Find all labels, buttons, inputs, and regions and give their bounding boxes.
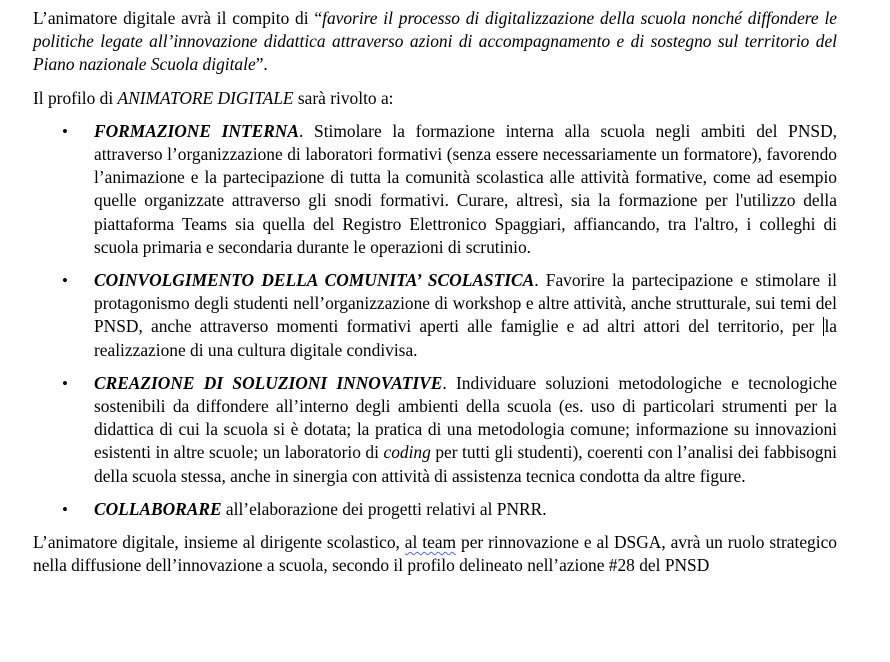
profile-role: ANIMATORE DIGITALE bbox=[117, 87, 294, 108]
list-item-text-continued: la realizzazione di una cultura digitale condivisa. bbox=[94, 316, 837, 360]
list-item-text: all’elaborazione dei progetti relativi al PNRR. bbox=[221, 498, 547, 519]
list-item-text: . Favorire la partecipazione e stimolare il protagonismo degli studenti nell’organizzazione di workshop e altre attività, anche strutturale, sui temi del PNSD, anche attraverso momenti formativi aperti alle famiglie e ad altri attori del territorio, per bbox=[94, 270, 837, 337]
list-item-text: . Individuare soluzioni metodologiche e tecnologiche sostenibili da diffondere all’interno degli ambienti della scuola (es. uso di particolari strumenti per la didattica di cui la scuola si è dotata; la pratica di una metodologia comune; informazione su innovazioni esistenti in altre scuole; un laboratorio di bbox=[94, 372, 837, 463]
profile-text-before: Il profilo di bbox=[33, 87, 118, 108]
closing-paragraph bbox=[33, 531, 837, 577]
list-item-italic-word: coding bbox=[383, 442, 431, 463]
list-item-title: CREAZIONE DI SOLUZIONI INNOVATIVE bbox=[94, 372, 443, 393]
bullet-icon bbox=[62, 269, 68, 292]
intro-text-before: L’animatore digitale avrà il compito di “ bbox=[33, 8, 323, 28]
intro-quote: favorire il processo di digitalizzazione della scuola nonché diffondere le politiche legate all’innovazione didattica attraverso azioni di accompagnamento e di sostegno sul territorio del Piano nazionale Scuola digitale bbox=[33, 8, 837, 75]
list-item-creazione bbox=[94, 372, 837, 488]
list-item-title: FORMAZIONE INTERNA bbox=[94, 120, 299, 141]
list-item-collaborare bbox=[94, 498, 837, 521]
spellcheck-flagged-text[interactable]: al team bbox=[404, 532, 457, 553]
bullet-icon bbox=[62, 372, 68, 395]
list-item-formazione bbox=[94, 120, 837, 259]
bullet-icon bbox=[62, 498, 68, 521]
list-item-text: . Stimolare la formazione interna alla scuola negli ambiti del PNSD, attraverso l’organizzazione di laboratori formativi (senza essere necessariamente un formatore), favorendo l’animazione e la partecipazione di tutta la comunità scolastica alle attività formative, come ad esempio quelle organizzate attraverso gli snodi formativi. Curare, altresì, sia la formazione per l'utilizzo della piattaforma Teams sia quella del Registro Elettronico Spaggiari, affiancando, tra l'altro, i colleghi di scuola primaria e secondaria durante le operazioni di scrutinio. bbox=[94, 120, 837, 257]
list-item-title: COLLABORARE bbox=[94, 498, 222, 519]
intro-text-after: ”. bbox=[255, 54, 268, 75]
list-item-title: COINVOLGIMENTO DELLA COMUNITA’ SCOLASTICA bbox=[94, 270, 535, 291]
profile-text-after: sarà rivolto a: bbox=[293, 87, 394, 108]
task-list bbox=[33, 120, 837, 521]
bullet-icon bbox=[62, 120, 68, 143]
outro-text-after: per rinnovazione e al DSGA, avrà un ruolo strategico nella diffusione dell’innovazione a scuola, secondo il profilo delineato nell’azione #28 del PNSD bbox=[33, 532, 837, 576]
list-item-coinvolgimento bbox=[94, 269, 837, 362]
outro-text-before: L’animatore digitale, insieme al dirigente scolastico, bbox=[33, 532, 405, 553]
profile-paragraph bbox=[33, 87, 837, 110]
list-item-text-continued: per tutti gli studenti), coerenti con l’analisi dei fabbisogni della scuola stessa, anche in sinergia con attività di assistenza tecnica condotta da altre figure. bbox=[94, 442, 837, 486]
intro-paragraph bbox=[33, 7, 837, 77]
